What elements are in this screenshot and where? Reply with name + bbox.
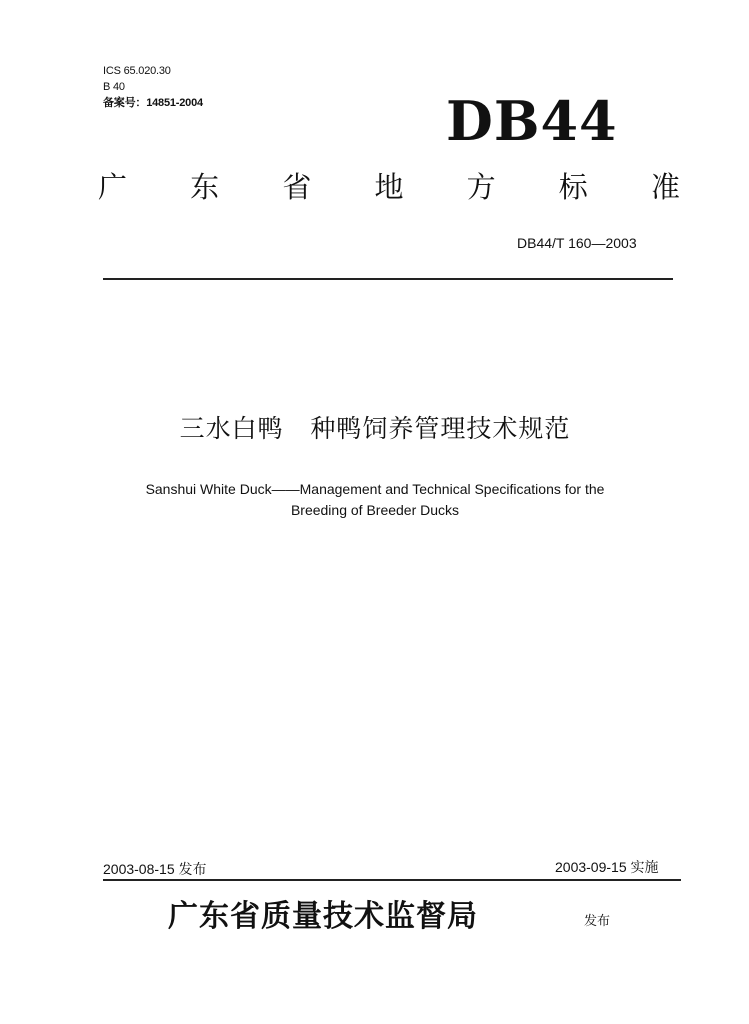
title-english-line-2: Breeding of Breeder Ducks: [290, 502, 460, 518]
implementation-date: 2003-09-15 实施: [555, 859, 659, 875]
standard-type-char: 方: [466, 170, 496, 204]
ccs-code: B 40: [103, 81, 125, 93]
issue-date: 2003-08-15 发布: [103, 861, 207, 877]
issuer-suffix: 发布: [584, 914, 611, 929]
standard-type-char: 东: [190, 170, 220, 204]
standard-type-char: 省: [282, 170, 312, 204]
issuing-authority: 广东省质量技术监督局: [168, 899, 478, 934]
standard-type-heading: [98, 170, 680, 204]
standard-type-char: 地: [374, 170, 404, 204]
standard-type-char: 准: [650, 170, 680, 204]
standard-type-char: 标: [558, 170, 588, 204]
ics-code: ICS 65.020.30: [103, 65, 171, 77]
standard-number: DB44/T 160—2003: [517, 235, 637, 251]
title-english-line-1: Sanshui White Duck——Management and Technical Specifications for the: [145, 481, 605, 497]
record-number: 备案号：14851-2004: [103, 97, 203, 109]
top-divider: [103, 278, 673, 280]
standard-type-char: 广: [98, 170, 128, 204]
title-chinese: 三水白鸭 种鸭饲养管理技术规范: [179, 414, 571, 443]
db44-logo: DB44: [446, 89, 618, 153]
bottom-divider: [103, 879, 681, 881]
